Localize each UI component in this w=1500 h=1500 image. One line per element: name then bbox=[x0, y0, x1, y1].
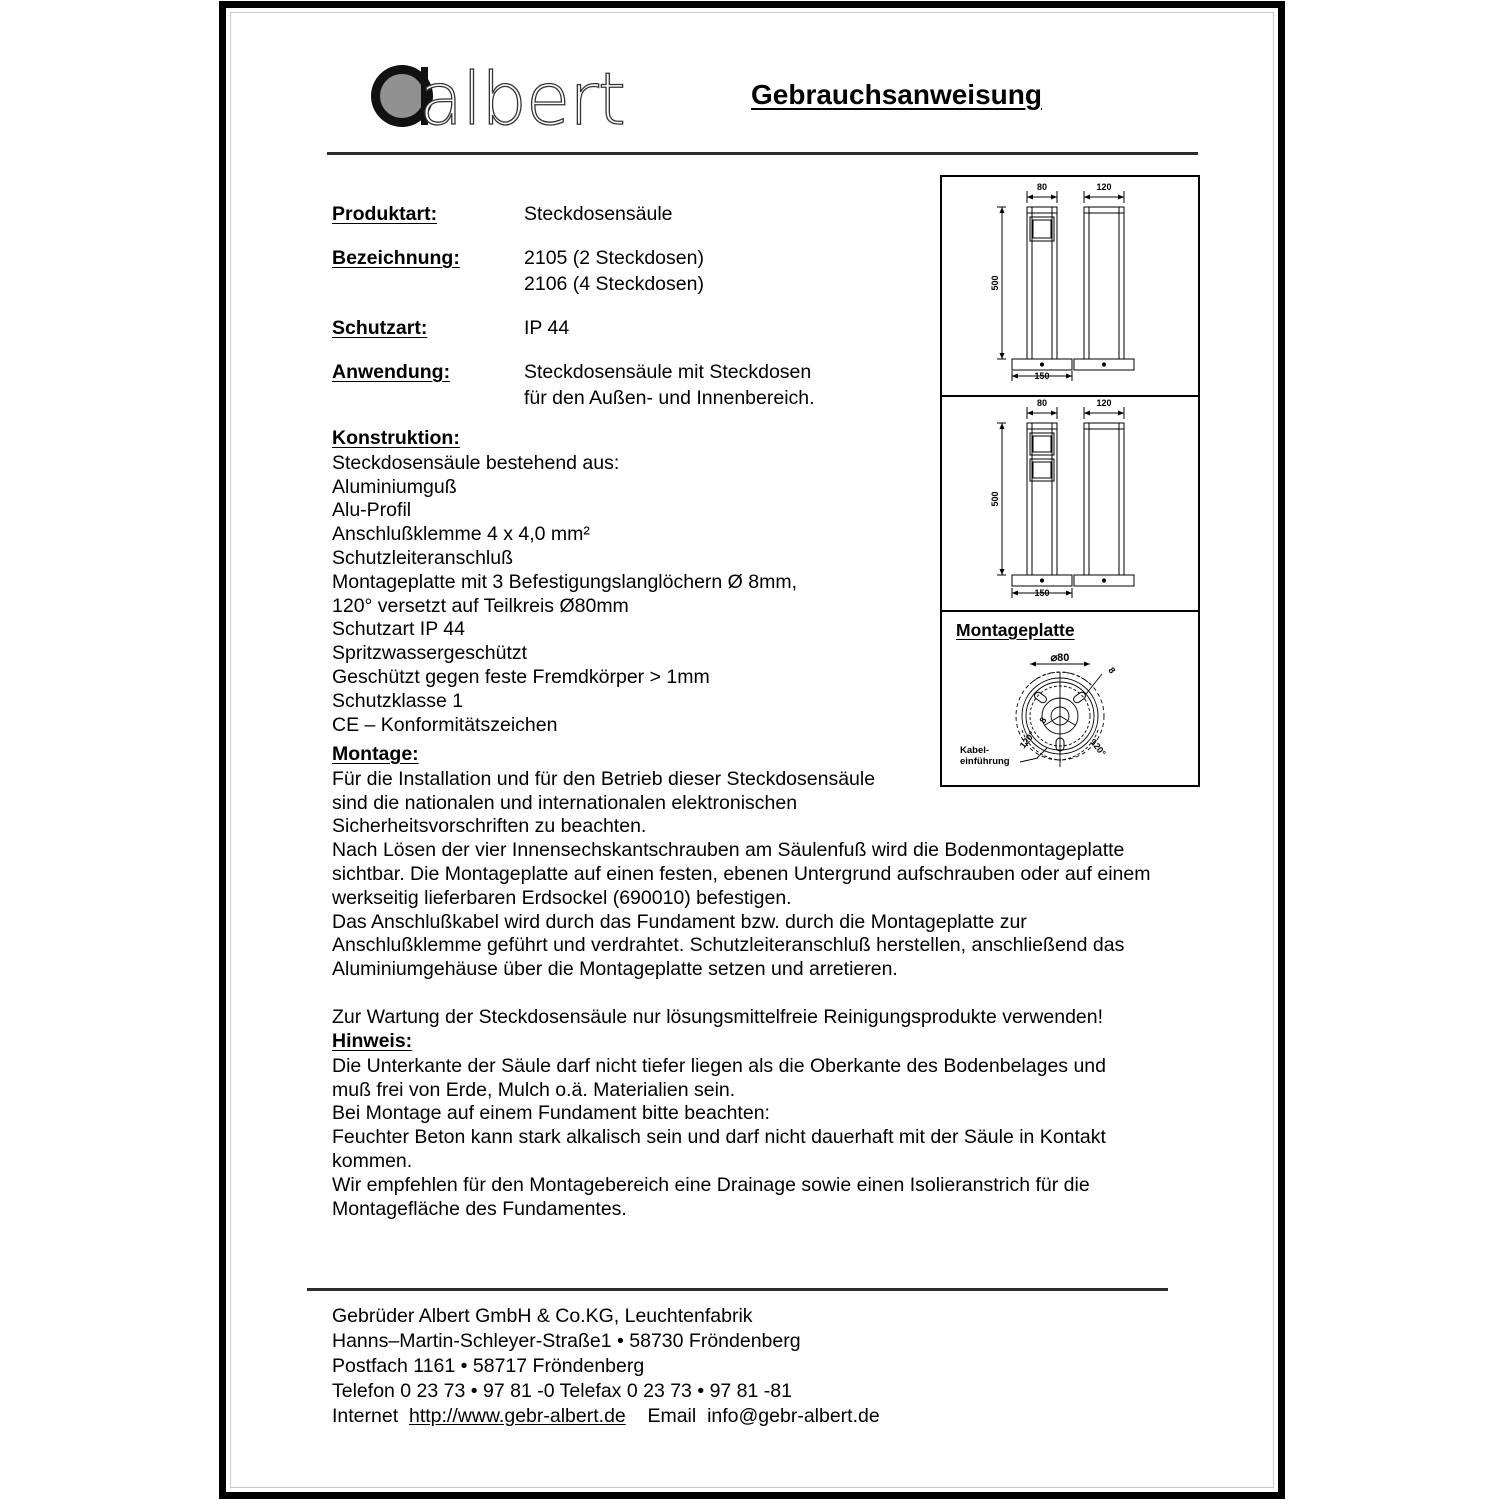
konstruktion-line: Aluminiumguß bbox=[332, 475, 457, 498]
dim-label-150: 150 bbox=[1034, 588, 1050, 598]
spec-value: Steckdosensäule bbox=[524, 203, 673, 225]
technical-drawing-panel bbox=[940, 175, 1200, 787]
konstruktion-line: Alu-Profil bbox=[332, 499, 412, 522]
montage-line: Sicherheitsvorschriften zu beachten. bbox=[332, 815, 647, 838]
konstruktion-heading: Konstruktion: bbox=[332, 427, 460, 449]
hinweis-line: Wir empfehlen für den Montagebereich eine Drainage sowie einen Isolieranstrich für die bbox=[332, 1173, 1090, 1196]
dim-label-500: 500 bbox=[990, 491, 1000, 507]
spec-row-bezeichnung bbox=[332, 245, 892, 297]
montage-line: sichtbar. Die Montageplatte auf einen festen, ebenen Untergrund aufschrauben oder auf einem bbox=[332, 862, 1151, 885]
cable-entry-label-line2: einführung bbox=[960, 756, 1010, 767]
spec-values-bezeichnung bbox=[524, 245, 892, 297]
hinweis-heading: Hinweis: bbox=[332, 1030, 413, 1052]
dim-label-80: 80 bbox=[1036, 398, 1048, 408]
footer-company: Gebrüder Albert GmbH & Co.KG, Leuchtenfabrik bbox=[332, 1305, 753, 1327]
montage-line: Für die Installation und für den Betrieb dieser Steckdosensäule bbox=[332, 767, 876, 790]
spec-label-schutzart: Schutzart: bbox=[332, 317, 428, 339]
product-spec-list bbox=[332, 201, 892, 429]
montage-line: Nach Lösen der vier Innensechskantschrauben am Säulenfuß wird die Bodenmontageplatte bbox=[332, 839, 1125, 862]
konstruktion-line: CE – Konformitätszeichen bbox=[332, 713, 558, 736]
hinweis-line: Montagefläche des Fundamentes. bbox=[332, 1197, 627, 1220]
montage-heading: Montage: bbox=[332, 743, 419, 765]
spec-values-anwendung bbox=[524, 359, 892, 411]
drawing-view-2105 bbox=[942, 177, 1198, 395]
paragraph-spacer bbox=[332, 982, 1192, 1006]
logo-inner-disc bbox=[380, 74, 424, 118]
montage-line: werkseitig lieferbaren Erdsockel (690010) befestigen. bbox=[332, 886, 792, 909]
spec-row-anwendung bbox=[332, 359, 892, 411]
dim-label-120: 120 bbox=[1096, 182, 1112, 192]
header-divider bbox=[327, 152, 1198, 155]
montage-line: Das Anschlußkabel wird durch das Fundament bzw. durch die Montageplatte zur bbox=[332, 910, 1027, 933]
montageplatte-title: Montageplatte bbox=[956, 620, 1075, 640]
konstruktion-line: Anschlußklemme 4 x 4,0 mm² bbox=[332, 523, 590, 546]
section-konstruktion bbox=[332, 427, 932, 737]
dim-label-80: 80 bbox=[1036, 182, 1048, 192]
angle-label-right: 120° bbox=[1088, 737, 1108, 758]
spec-values-schutzart bbox=[524, 315, 892, 341]
spec-values-produktart bbox=[524, 201, 892, 227]
konstruktion-line: Schutzklasse 1 bbox=[332, 689, 464, 712]
spec-row-produktart bbox=[332, 201, 892, 227]
document-inner-border bbox=[230, 12, 1274, 1488]
montage-line: sind die nationalen und internationalen elektronischen bbox=[332, 791, 798, 814]
konstruktion-line: Schutzleiteranschluß bbox=[332, 546, 514, 569]
spec-value: 2105 (2 Steckdosen) bbox=[524, 247, 704, 269]
dim-label-slot-a: 8 bbox=[1106, 665, 1118, 676]
drawing-2105-svg bbox=[942, 177, 1198, 395]
drawing-view-2106 bbox=[942, 395, 1198, 610]
spec-value: für den Außen- und Innenbereich. bbox=[524, 387, 815, 409]
logo-wordmark: albert bbox=[419, 57, 625, 141]
spec-label-produktart: Produktart: bbox=[332, 203, 438, 225]
konstruktion-line: Montageplatte mit 3 Befestigungslanglöchern Ø 8mm, bbox=[332, 570, 798, 593]
konstruktion-line: Schutzart IP 44 bbox=[332, 618, 465, 641]
konstruktion-line: Spritzwassergeschützt bbox=[332, 642, 528, 665]
spec-value: 2106 (4 Steckdosen) bbox=[524, 273, 704, 295]
footer-website-link[interactable]: http://www.gebr-albert.de bbox=[408, 1405, 626, 1427]
montageplatte-svg bbox=[942, 612, 1198, 787]
footer-divider bbox=[307, 1288, 1168, 1291]
spec-label-anwendung: Anwendung: bbox=[332, 361, 451, 383]
footer-internet-label: Internet bbox=[332, 1405, 399, 1427]
spec-label-bezeichnung: Bezeichnung: bbox=[332, 247, 460, 269]
document-frame bbox=[219, 1, 1285, 1499]
montage-line: Anschlußklemme geführt und verdrahtet. Schutzleiteranschluß herstellen, anschließend das bbox=[332, 934, 1125, 957]
dim-label-120: 120 bbox=[1096, 398, 1112, 408]
company-logo bbox=[371, 57, 641, 141]
page-title: Gebrauchsanweisung bbox=[751, 79, 1042, 110]
cable-entry-label-line1: Kabel- bbox=[960, 745, 990, 756]
hinweis-line: kommen. bbox=[332, 1149, 413, 1172]
hinweis-line: muß frei von Erde, Mulch o.ä. Materialien sein. bbox=[332, 1078, 736, 1101]
spec-value: IP 44 bbox=[524, 317, 570, 339]
montage-closing-line: Zur Wartung der Steckdosensäule nur lösungsmittelfreie Reinigungsprodukte verwenden! bbox=[332, 1005, 1104, 1028]
dim-label-slot-b: 8 bbox=[1037, 715, 1049, 726]
angle-label-left: 120° bbox=[1017, 729, 1038, 751]
footer-contact-block bbox=[332, 1304, 1032, 1429]
konstruktion-line: 120° versetzt auf Teilkreis Ø80mm bbox=[332, 594, 629, 617]
montage-line: Aluminiumgehäuse über die Montageplatte setzen und arretieren. bbox=[332, 958, 898, 981]
footer-web-row bbox=[332, 1404, 1032, 1429]
spec-value: Steckdosensäule mit Steckdosen bbox=[524, 361, 812, 383]
footer-email-address: info@gebr-albert.de bbox=[707, 1405, 880, 1427]
hinweis-line: Bei Montage auf einem Fundament bitte beachten: bbox=[332, 1102, 770, 1125]
footer-street: Hanns–Martin-Schleyer-Straße1 • 58730 Fröndenberg bbox=[332, 1330, 801, 1352]
hinweis-line: Die Unterkante der Säule darf nicht tiefer liegen als die Oberkante des Bodenbelages und bbox=[332, 1054, 1106, 1077]
footer-postbox: Postfach 1161 • 58717 Fröndenberg bbox=[332, 1355, 645, 1377]
drawing-2106-svg bbox=[942, 397, 1198, 610]
hinweis-line: Feuchter Beton kann stark alkalisch sein und darf nicht dauerhaft mit der Säule in Kontakt bbox=[332, 1126, 1106, 1149]
dim-label-pitch-circle: ⌀80 bbox=[1050, 652, 1070, 664]
spec-row-schutzart bbox=[332, 315, 892, 341]
dim-label-500: 500 bbox=[990, 275, 1000, 291]
dim-label-150: 150 bbox=[1034, 371, 1050, 381]
section-hinweis bbox=[332, 1030, 1192, 1221]
konstruktion-line: Geschützt gegen feste Fremdkörper > 1mm bbox=[332, 665, 710, 688]
footer-phone: Telefon 0 23 73 • 97 81 -0 Telefax 0 23 73 • 97 81 -81 bbox=[332, 1380, 792, 1402]
drawing-view-montageplatte bbox=[942, 610, 1198, 785]
konstruktion-line: Steckdosensäule bestehend aus: bbox=[332, 451, 620, 474]
footer-email-label: Email bbox=[647, 1405, 697, 1427]
